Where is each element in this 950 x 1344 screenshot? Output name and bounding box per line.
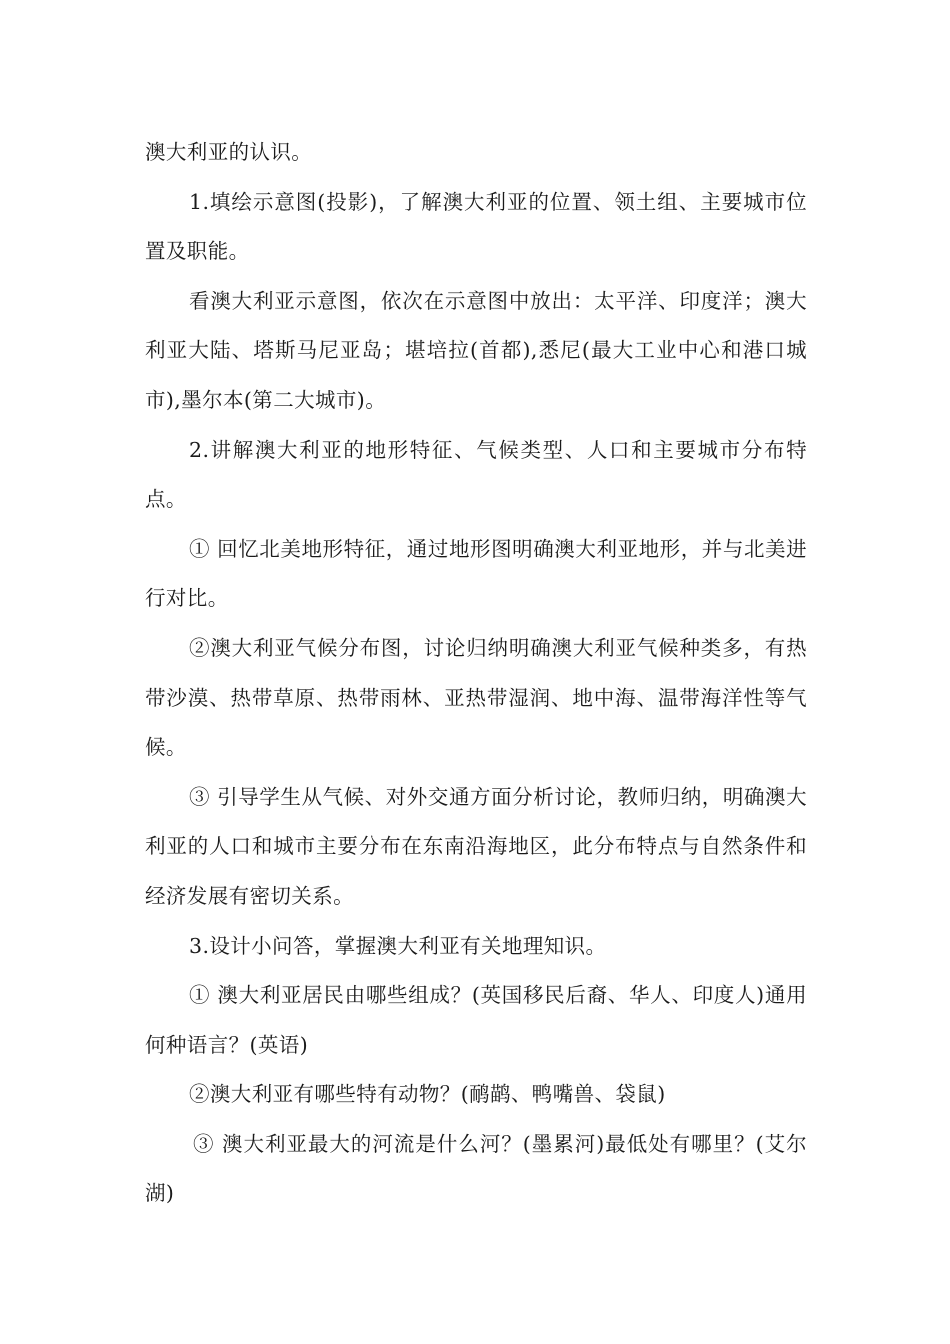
paragraph-step-1: 1.填绘示意图(投影)，了解澳大利亚的位置、领土组、主要城市位置及职能。	[145, 189, 807, 264]
paragraph-map-instructions: 看澳大利亚示意图，依次在示意图中放出：太平洋、印度洋；澳大利亚大陆、塔斯马尼亚岛；堪培拉(首都),悉尼(最大工业中心和港口城市),墨尔本(第二大城市)。	[145, 288, 807, 412]
paragraph-terrain: ① 回忆北美地形特征，通过地形图明确澳大利亚地形，并与北美进行对比。	[145, 536, 807, 611]
paragraph-question-residents: ① 澳大利亚居民由哪些组成？(英国移民后裔、华人、印度人)通用何种语言？(英语)	[145, 983, 807, 1057]
paragraph-question-animals: ②澳大利亚有哪些特有动物？(鸸鹋、鸭嘴兽、袋鼠)	[189, 1082, 666, 1107]
paragraph-population: ③ 引导学生从气候、对外交通方面分析讨论，教师归纳，明确澳大利亚的人口和城市主要分布在东南沿海地区，此分布特点与自然条件和经济发展有密切关系。	[145, 784, 807, 908]
paragraph-step-2: 2.讲解澳大利亚的地形特征、气候类型、人口和主要城市分布特点。	[145, 437, 807, 512]
paragraph-climate: ②澳大利亚气候分布图，讨论归纳明确澳大利亚气候种类多，有热带沙漠、热带草原、热带雨林、亚热带湿润、地中海、温带海洋性等气候。	[145, 635, 807, 760]
document-body	[145, 128, 807, 1219]
paragraph-question-river: ③ 澳大利亚最大的河流是什么河？(墨累河)最低处有哪里？(艾尔湖)	[145, 1131, 807, 1206]
paragraph-intro-continuation: 澳大利亚的认识。	[145, 140, 313, 164]
paragraph-step-3: 3.设计小问答，掌握澳大利亚有关地理知识。	[189, 933, 607, 958]
